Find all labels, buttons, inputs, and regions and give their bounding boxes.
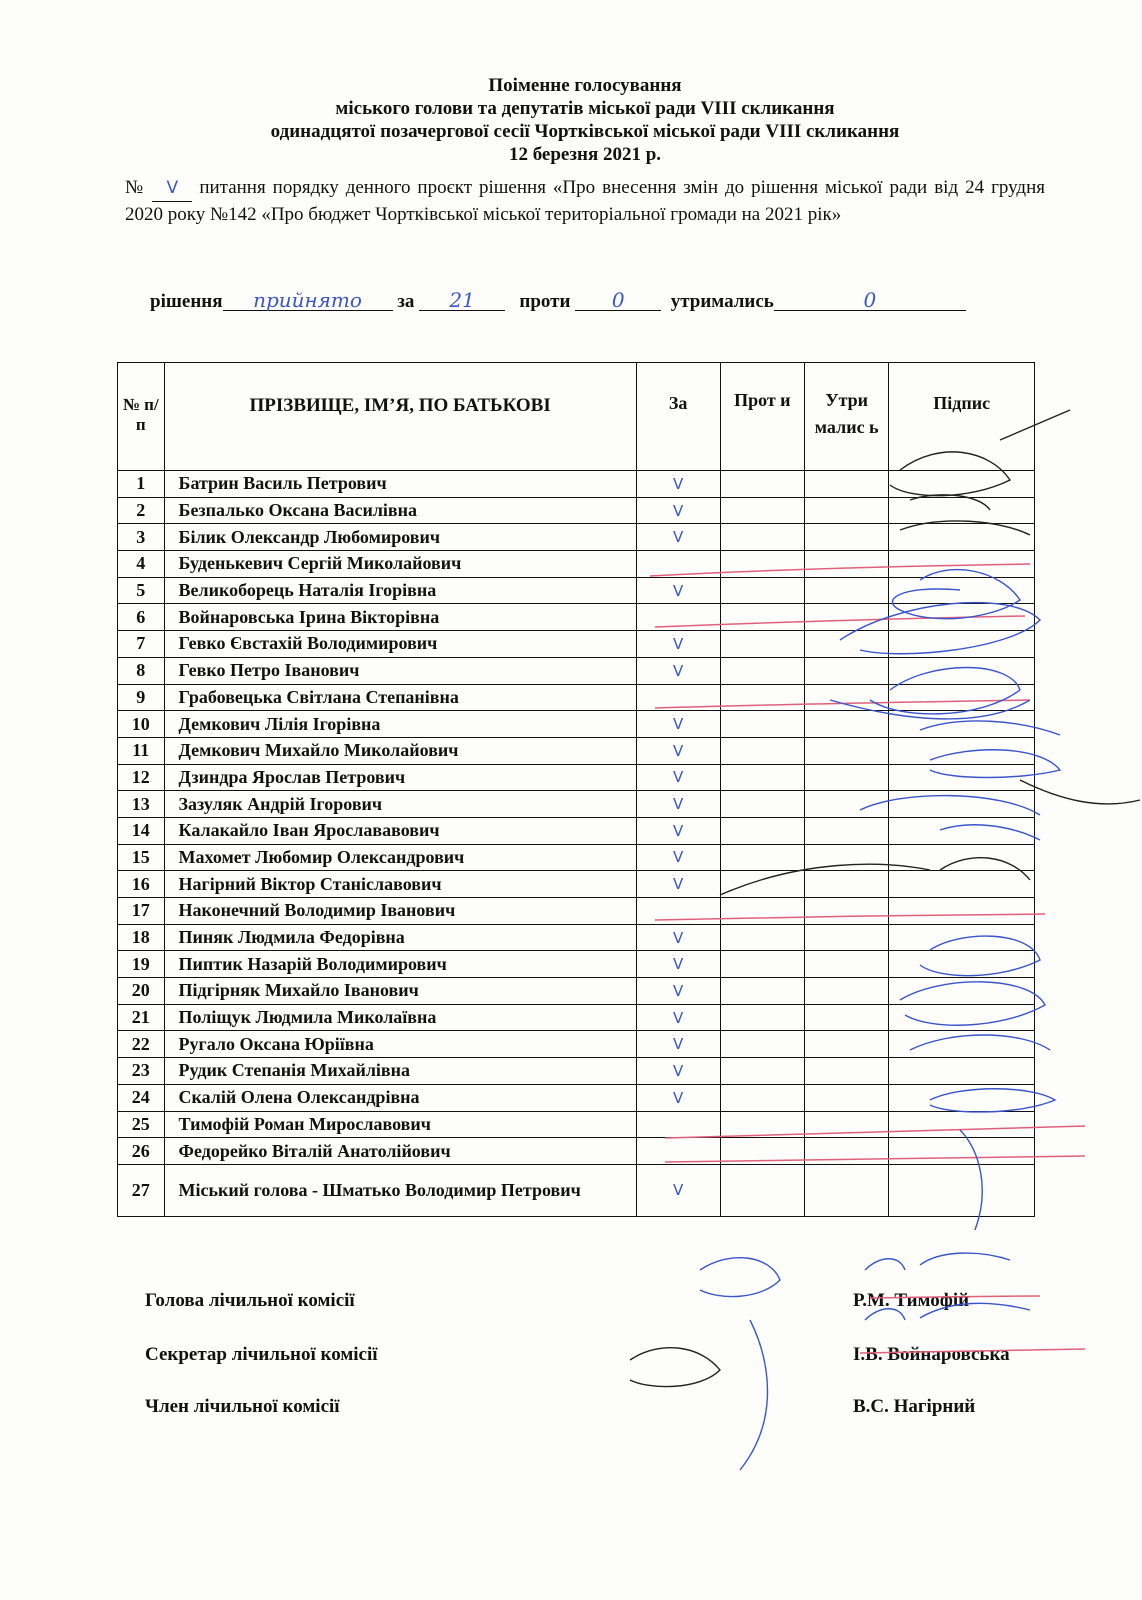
vote-row xyxy=(118,898,1035,925)
vote-row xyxy=(118,524,1035,551)
row-number: 22 xyxy=(118,1031,165,1058)
row-signature xyxy=(889,471,1035,498)
row-deputy-name: Войнаровська Ірина Вікторівна xyxy=(164,604,636,631)
decision-value: прийнято xyxy=(223,290,393,311)
proty-value: 0 xyxy=(575,290,661,311)
document-header xyxy=(120,74,1050,166)
utrymalys-label: утримались xyxy=(670,291,774,312)
vote-row xyxy=(118,844,1035,871)
row-number: 1 xyxy=(118,471,165,498)
row-vote-utrymalys xyxy=(804,871,888,898)
row-vote-za xyxy=(636,604,720,631)
row-deputy-name: Зазуляк Андрій Ігорович xyxy=(164,791,636,818)
row-signature xyxy=(889,684,1035,711)
row-deputy-name: Безпалько Оксана Василівна xyxy=(164,497,636,524)
row-vote-za: V xyxy=(636,924,720,951)
vote-table-header xyxy=(118,363,1035,471)
row-vote-proty xyxy=(720,1004,804,1031)
vote-row xyxy=(118,604,1035,631)
row-vote-za xyxy=(636,898,720,925)
row-vote-utrymalys xyxy=(804,1164,888,1216)
row-deputy-name: Гевко Петро Іванович xyxy=(164,657,636,684)
vote-table-body xyxy=(118,471,1035,1217)
vote-row xyxy=(118,978,1035,1005)
row-signature xyxy=(889,1058,1035,1085)
vote-row xyxy=(118,791,1035,818)
decision-summary xyxy=(150,290,1050,313)
row-vote-za: V xyxy=(636,631,720,658)
vote-row xyxy=(118,631,1035,658)
row-vote-proty xyxy=(720,924,804,951)
header-date: 12 березня 2021 р. xyxy=(508,144,662,165)
row-vote-utrymalys xyxy=(804,684,888,711)
row-vote-proty xyxy=(720,1058,804,1085)
row-deputy-name: Нагірний Віктор Станіславович xyxy=(164,871,636,898)
row-vote-za: V xyxy=(636,471,720,498)
za-value: 21 xyxy=(419,290,505,311)
row-vote-za: V xyxy=(636,711,720,738)
row-vote-utrymalys xyxy=(804,898,888,925)
question-number: V xyxy=(152,175,192,202)
row-number: 16 xyxy=(118,871,165,898)
vote-row xyxy=(118,711,1035,738)
row-number: 2 xyxy=(118,497,165,524)
row-signature xyxy=(889,604,1035,631)
row-number: 14 xyxy=(118,817,165,844)
row-vote-proty xyxy=(720,1164,804,1216)
row-vote-za: V xyxy=(636,524,720,551)
vote-row xyxy=(118,1138,1035,1165)
row-vote-za: V xyxy=(636,1031,720,1058)
secretary-name: І.В. Войнаровська xyxy=(853,1344,1010,1365)
row-vote-za: V xyxy=(636,844,720,871)
row-deputy-name: Грабовецька Світлана Степанівна xyxy=(164,684,636,711)
row-signature xyxy=(889,817,1035,844)
row-vote-utrymalys xyxy=(804,1138,888,1165)
row-deputy-name: Наконечний Володимир Іванович xyxy=(164,898,636,925)
header-session: одинадцятої позачергової сесії Чортківської міської ради VIII скликання xyxy=(270,121,900,142)
row-number: 6 xyxy=(118,604,165,631)
row-vote-utrymalys xyxy=(804,577,888,604)
row-vote-proty xyxy=(720,577,804,604)
row-vote-za: V xyxy=(636,1004,720,1031)
row-signature xyxy=(889,978,1035,1005)
chair-label: Голова лічильної комісії xyxy=(145,1290,355,1311)
vote-row xyxy=(118,1004,1035,1031)
vote-row xyxy=(118,657,1035,684)
row-signature xyxy=(889,844,1035,871)
row-signature xyxy=(889,924,1035,951)
za-label: за xyxy=(397,291,415,312)
row-number: 7 xyxy=(118,631,165,658)
decision-label: рішення xyxy=(150,291,223,312)
row-number: 27 xyxy=(118,1164,165,1216)
row-signature xyxy=(889,1164,1035,1216)
vote-row xyxy=(118,951,1035,978)
header-num: № п/п xyxy=(118,363,165,471)
row-vote-za: V xyxy=(636,791,720,818)
header-signature: Підпис xyxy=(889,363,1035,471)
row-deputy-name: Білик Олександр Любомирович xyxy=(164,524,636,551)
row-signature xyxy=(889,1111,1035,1138)
row-vote-utrymalys xyxy=(804,604,888,631)
secretary-label: Секретар лічильної комісії xyxy=(145,1344,378,1365)
row-signature xyxy=(889,1138,1035,1165)
utrymalys-value: 0 xyxy=(774,290,966,311)
row-vote-za: V xyxy=(636,657,720,684)
row-vote-proty xyxy=(720,631,804,658)
row-deputy-name: Поліщук Людмила Миколаївна xyxy=(164,1004,636,1031)
header-utrymalys: Утри малис ь xyxy=(804,363,888,471)
row-vote-utrymalys xyxy=(804,924,888,951)
row-number: 9 xyxy=(118,684,165,711)
row-vote-utrymalys xyxy=(804,631,888,658)
row-vote-proty xyxy=(720,737,804,764)
vote-row xyxy=(118,817,1035,844)
row-signature xyxy=(889,577,1035,604)
row-vote-utrymalys xyxy=(804,657,888,684)
header-za: За xyxy=(636,363,720,471)
row-vote-utrymalys xyxy=(804,551,888,578)
chair-name: Р.М. Тимофій xyxy=(853,1290,970,1311)
header-subtitle: міського голови та депутатів міської ради VIII скликання xyxy=(335,98,835,119)
row-deputy-name: Пиптик Назарій Володимирович xyxy=(164,951,636,978)
row-vote-proty xyxy=(720,524,804,551)
row-signature xyxy=(889,657,1035,684)
vote-row xyxy=(118,1058,1035,1085)
row-deputy-name: Рудик Степанія Михайлівна xyxy=(164,1058,636,1085)
row-vote-za: V xyxy=(636,817,720,844)
row-signature xyxy=(889,497,1035,524)
row-vote-proty xyxy=(720,764,804,791)
row-deputy-name: Ругало Оксана Юріївна xyxy=(164,1031,636,1058)
row-vote-za xyxy=(636,684,720,711)
proty-label: проти xyxy=(519,291,571,312)
row-deputy-name: Міський голова - Шматько Володимир Петрович xyxy=(164,1164,636,1216)
row-vote-za: V xyxy=(636,577,720,604)
vote-row xyxy=(118,871,1035,898)
row-vote-utrymalys xyxy=(804,844,888,871)
row-number: 8 xyxy=(118,657,165,684)
vote-row xyxy=(118,1111,1035,1138)
row-signature xyxy=(889,631,1035,658)
row-vote-za xyxy=(636,551,720,578)
row-signature xyxy=(889,898,1035,925)
row-signature xyxy=(889,1004,1035,1031)
row-number: 23 xyxy=(118,1058,165,1085)
vote-row xyxy=(118,497,1035,524)
row-vote-utrymalys xyxy=(804,1004,888,1031)
row-vote-za: V xyxy=(636,737,720,764)
row-vote-utrymalys xyxy=(804,524,888,551)
vote-row xyxy=(118,684,1035,711)
row-deputy-name: Скалій Олена Олександрівна xyxy=(164,1084,636,1111)
row-vote-utrymalys xyxy=(804,764,888,791)
row-number: 18 xyxy=(118,924,165,951)
row-vote-utrymalys xyxy=(804,978,888,1005)
vote-row xyxy=(118,737,1035,764)
row-signature xyxy=(889,711,1035,738)
row-signature xyxy=(889,737,1035,764)
row-vote-utrymalys xyxy=(804,817,888,844)
row-number: 4 xyxy=(118,551,165,578)
row-vote-proty xyxy=(720,1084,804,1111)
row-vote-za: V xyxy=(636,1058,720,1085)
vote-table xyxy=(117,362,1035,1217)
row-vote-proty xyxy=(720,604,804,631)
row-vote-proty xyxy=(720,844,804,871)
row-deputy-name: Батрин Василь Петрович xyxy=(164,471,636,498)
row-vote-za: V xyxy=(636,497,720,524)
row-number: 12 xyxy=(118,764,165,791)
row-number: 20 xyxy=(118,978,165,1005)
vote-row xyxy=(118,1084,1035,1111)
row-number: 3 xyxy=(118,524,165,551)
row-vote-utrymalys xyxy=(804,1111,888,1138)
vote-row xyxy=(118,471,1035,498)
row-deputy-name: Демкович Михайло Миколайович xyxy=(164,737,636,764)
row-number: 11 xyxy=(118,737,165,764)
row-number: 25 xyxy=(118,1111,165,1138)
header-name: ПРІЗВИЩЕ, ІМ’Я, ПО БАТЬКОВІ xyxy=(164,363,636,471)
row-vote-proty xyxy=(720,1111,804,1138)
row-number: 17 xyxy=(118,898,165,925)
row-vote-proty xyxy=(720,951,804,978)
row-vote-proty xyxy=(720,978,804,1005)
row-vote-za xyxy=(636,1111,720,1138)
row-number: 15 xyxy=(118,844,165,871)
row-vote-utrymalys xyxy=(804,951,888,978)
agenda-question xyxy=(125,175,1045,227)
row-number: 21 xyxy=(118,1004,165,1031)
row-signature xyxy=(889,551,1035,578)
row-vote-proty xyxy=(720,791,804,818)
row-deputy-name: Тимофій Роман Мирославович xyxy=(164,1111,636,1138)
member-name: В.С. Нагірний xyxy=(853,1396,976,1417)
row-signature xyxy=(889,1084,1035,1111)
row-vote-za xyxy=(636,1138,720,1165)
row-number: 13 xyxy=(118,791,165,818)
row-vote-proty xyxy=(720,1138,804,1165)
row-deputy-name: Підгірняк Михайло Іванович xyxy=(164,978,636,1005)
row-vote-proty xyxy=(720,551,804,578)
row-vote-proty xyxy=(720,684,804,711)
row-deputy-name: Буденькевич Сергій Миколайович xyxy=(164,551,636,578)
row-deputy-name: Великоборець Наталія Ігорівна xyxy=(164,577,636,604)
row-number: 26 xyxy=(118,1138,165,1165)
question-text: питання порядку денного проєкт рішення «Про внесення змін до рішення міської ради від 24 грудня 2020 року №142 «Про бюджет Чортківської міської територіальної громади на 2021 рік» xyxy=(125,177,1045,225)
row-vote-utrymalys xyxy=(804,1031,888,1058)
row-number: 19 xyxy=(118,951,165,978)
row-signature xyxy=(889,764,1035,791)
row-vote-za: V xyxy=(636,1084,720,1111)
row-vote-utrymalys xyxy=(804,471,888,498)
member-label: Член лічильної комісії xyxy=(145,1396,340,1417)
row-vote-za: V xyxy=(636,764,720,791)
row-vote-za: V xyxy=(636,871,720,898)
vote-row xyxy=(118,551,1035,578)
row-signature xyxy=(889,951,1035,978)
row-signature xyxy=(889,1031,1035,1058)
row-number: 24 xyxy=(118,1084,165,1111)
row-vote-proty xyxy=(720,817,804,844)
row-deputy-name: Демкович Лілія Ігорівна xyxy=(164,711,636,738)
vote-row xyxy=(118,924,1035,951)
row-deputy-name: Федорейко Віталій Анатолійович xyxy=(164,1138,636,1165)
row-signature xyxy=(889,871,1035,898)
row-vote-utrymalys xyxy=(804,497,888,524)
row-vote-proty xyxy=(720,1031,804,1058)
row-vote-proty xyxy=(720,898,804,925)
row-signature xyxy=(889,524,1035,551)
row-vote-utrymalys xyxy=(804,791,888,818)
vote-row xyxy=(118,764,1035,791)
row-vote-proty xyxy=(720,711,804,738)
row-vote-proty xyxy=(720,657,804,684)
row-deputy-name: Калакайло Іван Ярослававович xyxy=(164,817,636,844)
row-vote-za: V xyxy=(636,951,720,978)
row-vote-utrymalys xyxy=(804,737,888,764)
row-vote-utrymalys xyxy=(804,711,888,738)
header-title: Поіменне голосування xyxy=(488,75,682,96)
row-deputy-name: Пиняк Людмила Федорівна xyxy=(164,924,636,951)
row-deputy-name: Махомет Любомир Олександрович xyxy=(164,844,636,871)
row-number: 10 xyxy=(118,711,165,738)
row-vote-proty xyxy=(720,497,804,524)
question-number-prefix: № xyxy=(125,177,146,198)
row-vote-za: V xyxy=(636,978,720,1005)
row-deputy-name: Гевко Євстахій Володимирович xyxy=(164,631,636,658)
row-vote-utrymalys xyxy=(804,1084,888,1111)
row-vote-proty xyxy=(720,871,804,898)
row-vote-proty xyxy=(720,471,804,498)
vote-row xyxy=(118,1164,1035,1216)
header-proty: Прот и xyxy=(720,363,804,471)
vote-row xyxy=(118,1031,1035,1058)
vote-row xyxy=(118,577,1035,604)
row-vote-utrymalys xyxy=(804,1058,888,1085)
row-vote-za: V xyxy=(636,1164,720,1216)
row-number: 5 xyxy=(118,577,165,604)
row-deputy-name: Дзиндра Ярослав Петрович xyxy=(164,764,636,791)
row-signature xyxy=(889,791,1035,818)
